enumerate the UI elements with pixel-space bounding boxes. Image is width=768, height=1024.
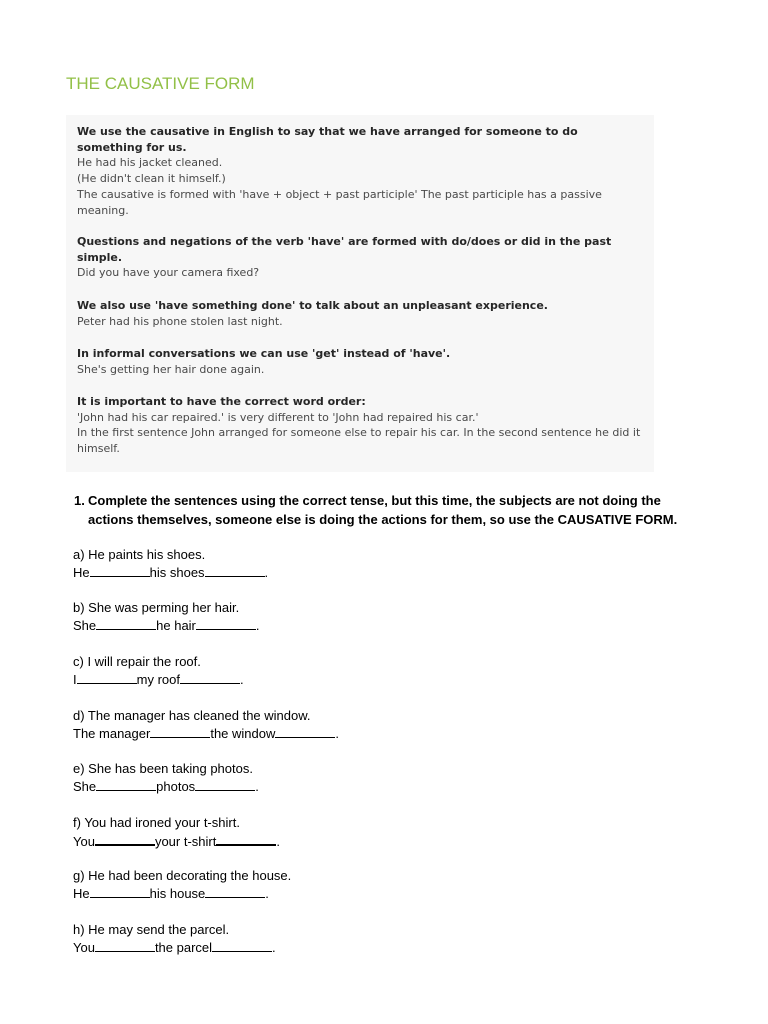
info-rule: In informal conversations we can use 'get' instead of 'have'. [77,347,451,360]
item-subject: He [73,886,90,901]
item-prompt: e) She has been taking photos. [73,761,253,776]
item-object: the window [210,726,276,741]
info-paragraph-5 [77,394,647,457]
info-example: She's getting her hair done again. [77,362,265,376]
item-object: his house [149,886,206,901]
answer-blank[interactable] [275,725,335,738]
exercise-item-e [73,760,259,796]
item-object: your t-shirt [154,834,217,849]
exercise-item-f [73,814,280,851]
exercise-item-d [73,707,339,743]
exercise-number: 1. [74,493,85,508]
item-end: . [255,618,260,633]
answer-blank[interactable] [196,617,256,630]
answer-blank[interactable] [96,617,156,630]
answer-blank[interactable] [195,778,255,791]
item-object: the parcel [154,940,213,955]
answer-blank[interactable] [216,832,276,846]
answer-blank[interactable] [95,832,155,846]
info-rule: We also use 'have something done' to talk about an unpleasant experience. [77,299,548,312]
item-subject: He [73,565,90,580]
info-example: He had his jacket cleaned. [77,156,223,170]
info-box [66,115,654,472]
exercise-item-b [73,599,260,635]
info-paragraph-3 [77,298,647,329]
item-object: his shoes [149,565,205,580]
exercise-instruction [74,492,714,529]
item-end: . [265,886,269,901]
item-end: . [276,834,280,849]
answer-blank[interactable] [205,885,265,898]
item-end: . [335,726,339,741]
info-rule: It is important to have the correct word order: [77,395,366,408]
item-subject: She [73,779,97,794]
item-end: . [264,565,269,580]
info-rule: We use the causative in English to say that we have arranged for someone to do something for us. [77,125,578,154]
answer-blank[interactable] [205,564,265,577]
exercise-item-h [73,921,276,957]
item-prompt: c) I will repair the roof. [73,654,201,669]
item-subject: She [73,618,97,633]
answer-blank[interactable] [96,778,156,791]
answer-blank[interactable] [180,671,240,684]
info-paragraph-1 [77,124,647,218]
item-subject: I [73,672,77,687]
info-example: 'John had his car repaired.' is very different to 'John had repaired his car.' [77,410,479,424]
info-paragraph-2 [77,234,647,281]
item-object: my roof [136,672,180,687]
item-prompt: a) He paints his shoes. [73,547,206,562]
item-prompt: h) He may send the parcel. [73,922,230,937]
item-prompt: b) She was perming her hair. [73,600,240,615]
item-object: he hair [156,618,196,633]
item-prompt: f) You had ironed your t-shirt. [73,815,240,830]
item-end: . [255,779,259,794]
info-example: In the first sentence John arranged for someone else to repair his car. In the second sentence he did it himself. [77,426,641,456]
info-example: Did you have your camera fixed? [77,266,260,280]
answer-blank[interactable] [90,564,150,577]
item-subject: The manager [73,726,151,741]
answer-blank[interactable] [90,885,150,898]
item-end: . [272,940,276,955]
answer-blank[interactable] [77,671,137,684]
item-subject: You [73,834,95,849]
exercise-item-g [73,867,291,903]
answer-blank[interactable] [95,939,155,952]
instruction-line-1: Complete the sentences using the correct tense, but this time, the subjects are not doing the [88,493,661,508]
info-example: The causative is formed with 'have + object + past participle' The past participle has a passive meaning. [77,187,602,217]
exercise-item-c [73,653,244,689]
info-paragraph-4 [77,346,647,377]
page-title: THE CAUSATIVE FORM [66,74,255,93]
exercise-item-a [73,546,268,582]
item-end: . [239,672,244,687]
info-example: (He didn't clean it himself.) [77,172,226,186]
item-prompt: d) The manager has cleaned the window. [73,708,311,723]
info-rule: Questions and negations of the verb 'have' are formed with do/does or did in the past simple. [77,235,612,264]
item-object: photos [156,779,196,794]
answer-blank[interactable] [150,725,210,738]
item-subject: You [73,940,95,955]
info-example: Peter had his phone stolen last night. [77,314,283,328]
answer-blank[interactable] [212,939,272,952]
item-prompt: g) He had been decorating the house. [73,868,292,883]
instruction-line-2: actions themselves, someone else is doing the actions for them, so use the CAUSATIVE FORM. [88,511,678,527]
